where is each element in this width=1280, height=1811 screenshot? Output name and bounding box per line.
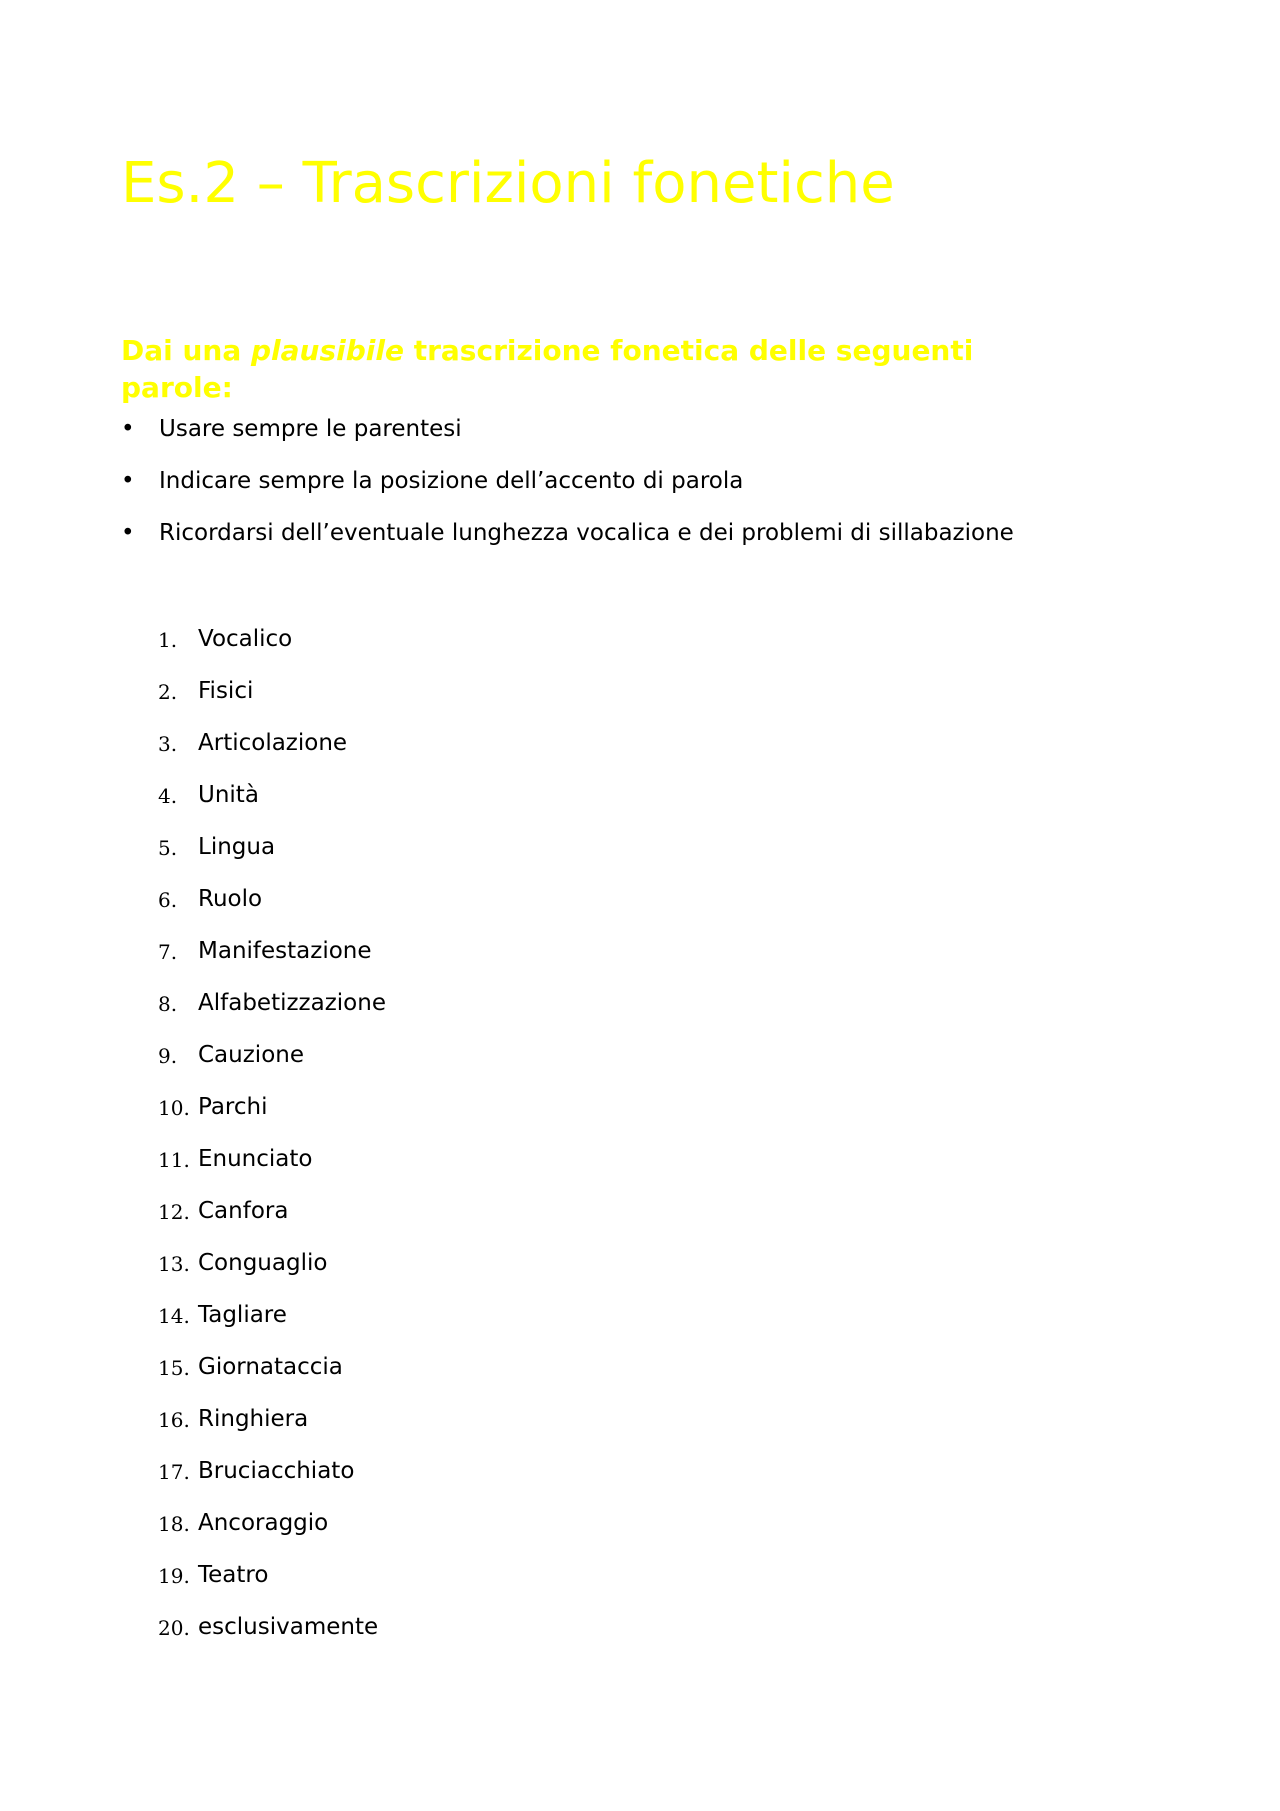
item-word: Giornataccia — [198, 1354, 343, 1380]
item-number: 16. — [158, 1408, 190, 1432]
page-title: Es.2 – Trascrizioni fonetiche — [121, 151, 895, 216]
item-number: 15. — [158, 1356, 190, 1380]
item-number: 20. — [158, 1616, 190, 1640]
item-word: Teatro — [198, 1562, 269, 1588]
item-number: 6. — [158, 888, 178, 912]
item-word: Manifestazione — [198, 938, 372, 964]
item-number: 10. — [158, 1096, 190, 1120]
item-number: 7. — [158, 940, 178, 964]
item-number: 13. — [158, 1252, 190, 1276]
item-word: Canfora — [198, 1198, 289, 1224]
bullet-icon: • — [121, 520, 135, 546]
item-word: Bruciacchiato — [198, 1458, 355, 1484]
instruction-prefix: Dai una — [121, 334, 251, 367]
item-word: Ruolo — [198, 886, 263, 912]
instruction-suffix: trascrizione fonetica delle seguenti parole: — [121, 334, 974, 404]
item-word: Ringhiera — [198, 1406, 309, 1432]
rule-text: Indicare sempre la posizione dell’accento di parola — [159, 468, 744, 494]
item-word: Cauzione — [198, 1042, 304, 1068]
bullet-icon: • — [121, 468, 135, 494]
item-number: 17. — [158, 1460, 190, 1484]
item-word: Ancoraggio — [198, 1510, 329, 1536]
item-word: Unità — [198, 782, 259, 808]
item-word: Articolazione — [198, 730, 348, 756]
item-number: 2. — [158, 680, 178, 704]
item-number: 3. — [158, 732, 178, 756]
item-word: Tagliare — [198, 1302, 287, 1328]
rule-text: Ricordarsi dell’eventuale lunghezza vocalica e dei problemi di sillabazione — [159, 520, 1014, 546]
item-word: Vocalico — [198, 626, 293, 652]
item-number: 1. — [158, 628, 178, 652]
item-word: Alfabetizzazione — [198, 990, 386, 1016]
item-word: esclusivamente — [198, 1614, 379, 1640]
instruction-heading — [121, 332, 1081, 406]
instruction-emphasis: plausibile — [251, 334, 404, 367]
item-word: Parchi — [198, 1094, 268, 1120]
item-word: Enunciato — [198, 1146, 313, 1172]
item-number: 9. — [158, 1044, 178, 1068]
item-number: 18. — [158, 1512, 190, 1536]
rule-text: Usare sempre le parentesi — [159, 416, 462, 442]
item-number: 14. — [158, 1304, 190, 1328]
bullet-icon: • — [121, 416, 135, 442]
item-number: 4. — [158, 784, 178, 808]
item-word: Fisici — [198, 678, 254, 704]
item-number: 19. — [158, 1564, 190, 1588]
item-number: 5. — [158, 836, 178, 860]
item-word: Lingua — [198, 834, 276, 860]
item-number: 11. — [158, 1148, 190, 1172]
item-word: Conguaglio — [198, 1250, 328, 1276]
item-number: 8. — [158, 992, 178, 1016]
item-number: 12. — [158, 1200, 190, 1224]
